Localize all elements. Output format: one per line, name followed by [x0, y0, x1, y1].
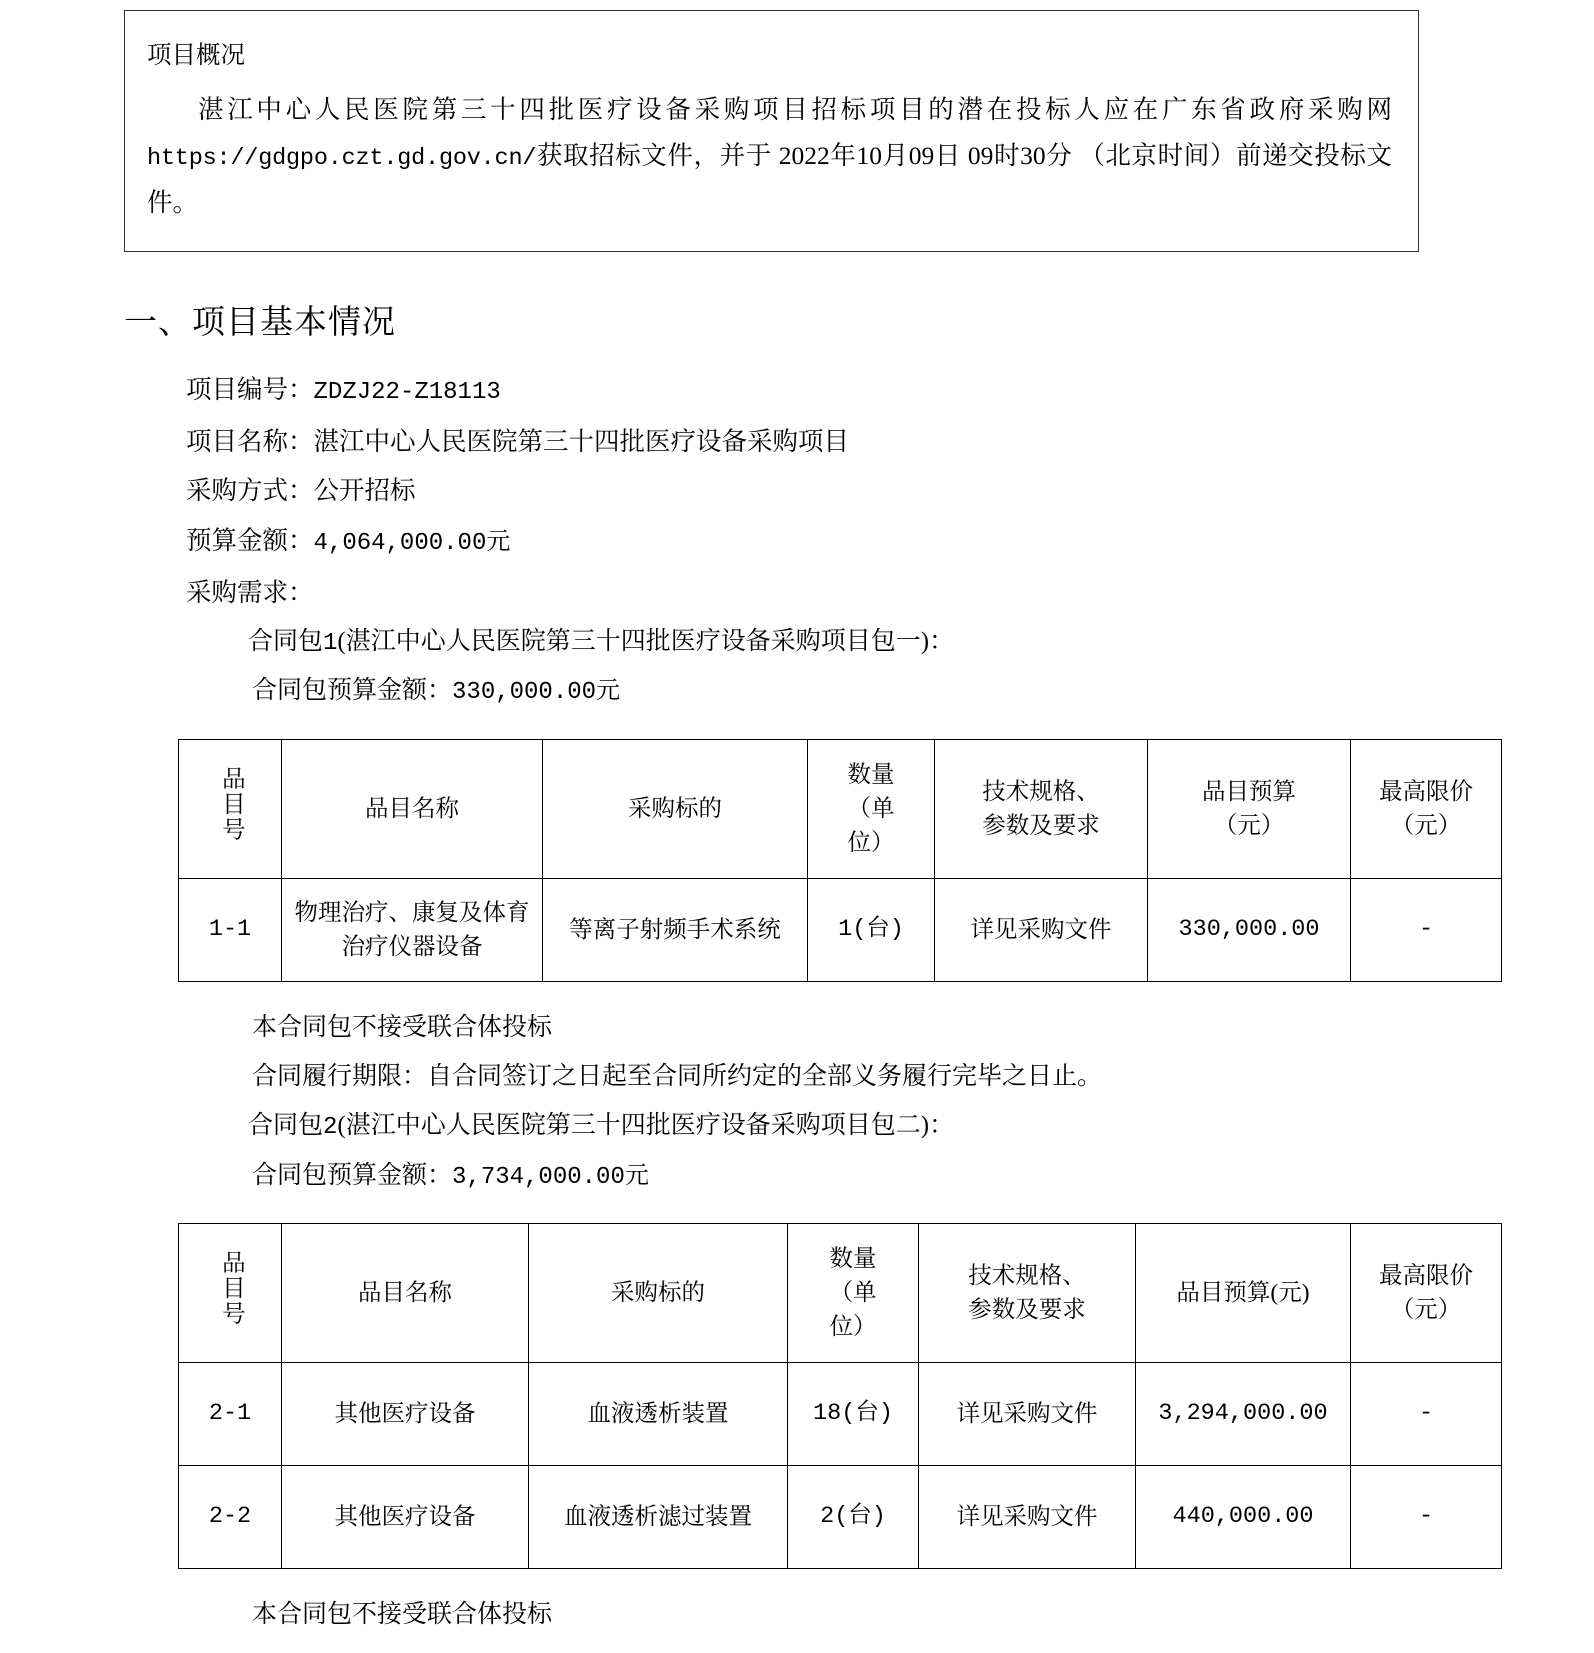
- field-procurement-demand: [186, 568, 1594, 618]
- field-value: ZDZJ22-Z18113: [313, 378, 501, 406]
- cell-target: 血液透析滤过装置: [529, 1466, 788, 1569]
- cell-quantity: 2(台): [788, 1466, 919, 1569]
- cell-item-budget: 3,294,000.00: [1136, 1363, 1351, 1466]
- package-budget-value: 330,000.00元: [452, 679, 621, 707]
- package-2-title: [248, 1102, 1594, 1152]
- table-row: [179, 1466, 1502, 1569]
- cell-spec: 详见采购文件: [919, 1363, 1136, 1466]
- package-2-budget: [252, 1152, 1594, 1202]
- field-value: 4,064,000.00元: [313, 530, 511, 558]
- cell-max-price: -: [1351, 1363, 1502, 1466]
- col-item-budget: 品目预算(元): [1136, 1224, 1351, 1363]
- field-budget-amount: [186, 516, 1594, 568]
- cell-max-price: -: [1351, 879, 1502, 982]
- col-quantity: 数量 （单 位）: [788, 1224, 919, 1363]
- project-fields: [186, 365, 1594, 618]
- field-label: 预算金额：: [186, 526, 314, 556]
- package-title-suffix: (湛江中心人民医院第三十四批医疗设备采购项目包二)：: [337, 1111, 955, 1139]
- cell-item-no: 2-2: [179, 1466, 282, 1569]
- field-value: 公开招标: [313, 476, 416, 506]
- table-row: [179, 1363, 1502, 1466]
- table-header-row: [179, 740, 1502, 879]
- overview-url: https://gdgpo.czt.gd.gov.cn/: [147, 144, 537, 172]
- field-label: 项目名称：: [186, 426, 314, 456]
- package-1-note-1: 合同履行期限：自合同签订之日起至合同所约定的全部义务履行完毕之日止。: [252, 1062, 1103, 1090]
- package-2-table: [178, 1223, 1502, 1569]
- field-project-number: [186, 365, 1594, 417]
- col-target: 采购标的: [529, 1224, 788, 1363]
- section-heading: 一、项目基本情况: [124, 304, 396, 341]
- overview-title: 项目概况: [147, 42, 245, 69]
- col-item-no: 品目号: [179, 740, 282, 879]
- package-budget-value: 3,734,000.00元: [452, 1163, 649, 1191]
- cell-spec: 详见采购文件: [919, 1466, 1136, 1569]
- cell-item-name: 其他医疗设备: [282, 1466, 529, 1569]
- field-procurement-method: [186, 466, 1594, 516]
- project-overview-box: [124, 10, 1419, 252]
- overview-body: [147, 87, 1392, 225]
- package-2-note-0: 本合同包不接受联合体投标: [252, 1601, 553, 1629]
- col-target: 采购标的: [543, 740, 808, 879]
- overview-body-part1: 湛江中心人民医院第三十四批医疗设备采购项目招标项目的潜在投标人应在广东省政府采购网: [198, 95, 1392, 125]
- overview-body-part2: 获取招标文件，并于 2022年10月09日 09时30分 （北京时间）前递交投标文件。: [147, 140, 1392, 217]
- package-budget-label: 合同包预算金额：: [252, 677, 453, 705]
- package-budget-label: 合同包预算金额：: [252, 1161, 453, 1189]
- package-title-prefix: 合同包: [248, 1111, 324, 1139]
- col-item-name: 品目名称: [282, 1224, 529, 1363]
- col-item-no: 品目号: [179, 1224, 282, 1363]
- cell-item-no: 2-1: [179, 1363, 282, 1466]
- package-1-table: [178, 739, 1502, 982]
- cell-item-no: 1-1: [179, 879, 282, 982]
- cell-item-name: 其他医疗设备: [282, 1363, 529, 1466]
- col-max-price: 最高限价 （元）: [1351, 1224, 1502, 1363]
- col-quantity: 数量 （单 位）: [808, 740, 935, 879]
- package-title-number: 2: [323, 1113, 338, 1141]
- cell-item-budget: 330,000.00: [1148, 879, 1351, 982]
- field-value: 湛江中心人民医院第三十四批医疗设备采购项目: [313, 426, 850, 456]
- package-title-prefix: 合同包: [248, 627, 324, 655]
- table-row: [179, 879, 1502, 982]
- field-project-name: [186, 417, 1594, 467]
- cell-max-price: -: [1351, 1466, 1502, 1569]
- cell-target: 血液透析装置: [529, 1363, 788, 1466]
- package-1-budget: [252, 667, 1594, 717]
- field-label: 项目编号：: [186, 374, 314, 404]
- cell-spec: 详见采购文件: [935, 879, 1148, 982]
- cell-quantity: 18(台): [788, 1363, 919, 1466]
- package-title-number: 1: [323, 629, 338, 657]
- col-max-price: 最高限价 （元）: [1351, 740, 1502, 879]
- cell-target: 等离子射频手术系统: [543, 879, 808, 982]
- col-item-budget: 品目预算 （元）: [1148, 740, 1351, 879]
- field-label: 采购方式：: [186, 476, 314, 506]
- col-item-name: 品目名称: [282, 740, 543, 879]
- table-header-row: [179, 1224, 1502, 1363]
- package-1-note-0: 本合同包不接受联合体投标: [252, 1014, 553, 1042]
- document-page: [0, 10, 1594, 1653]
- col-spec: 技术规格、 参数及要求: [919, 1224, 1136, 1363]
- package-title-suffix: (湛江中心人民医院第三十四批医疗设备采购项目包一)：: [337, 627, 955, 655]
- cell-quantity: 1(台): [808, 879, 935, 982]
- cell-item-budget: 440,000.00: [1136, 1466, 1351, 1569]
- cell-item-name: 物理治疗、康复及体育治疗仪器设备: [282, 879, 543, 982]
- package-1-title: [248, 618, 1594, 668]
- col-spec: 技术规格、 参数及要求: [935, 740, 1148, 879]
- field-label: 采购需求：: [186, 577, 314, 607]
